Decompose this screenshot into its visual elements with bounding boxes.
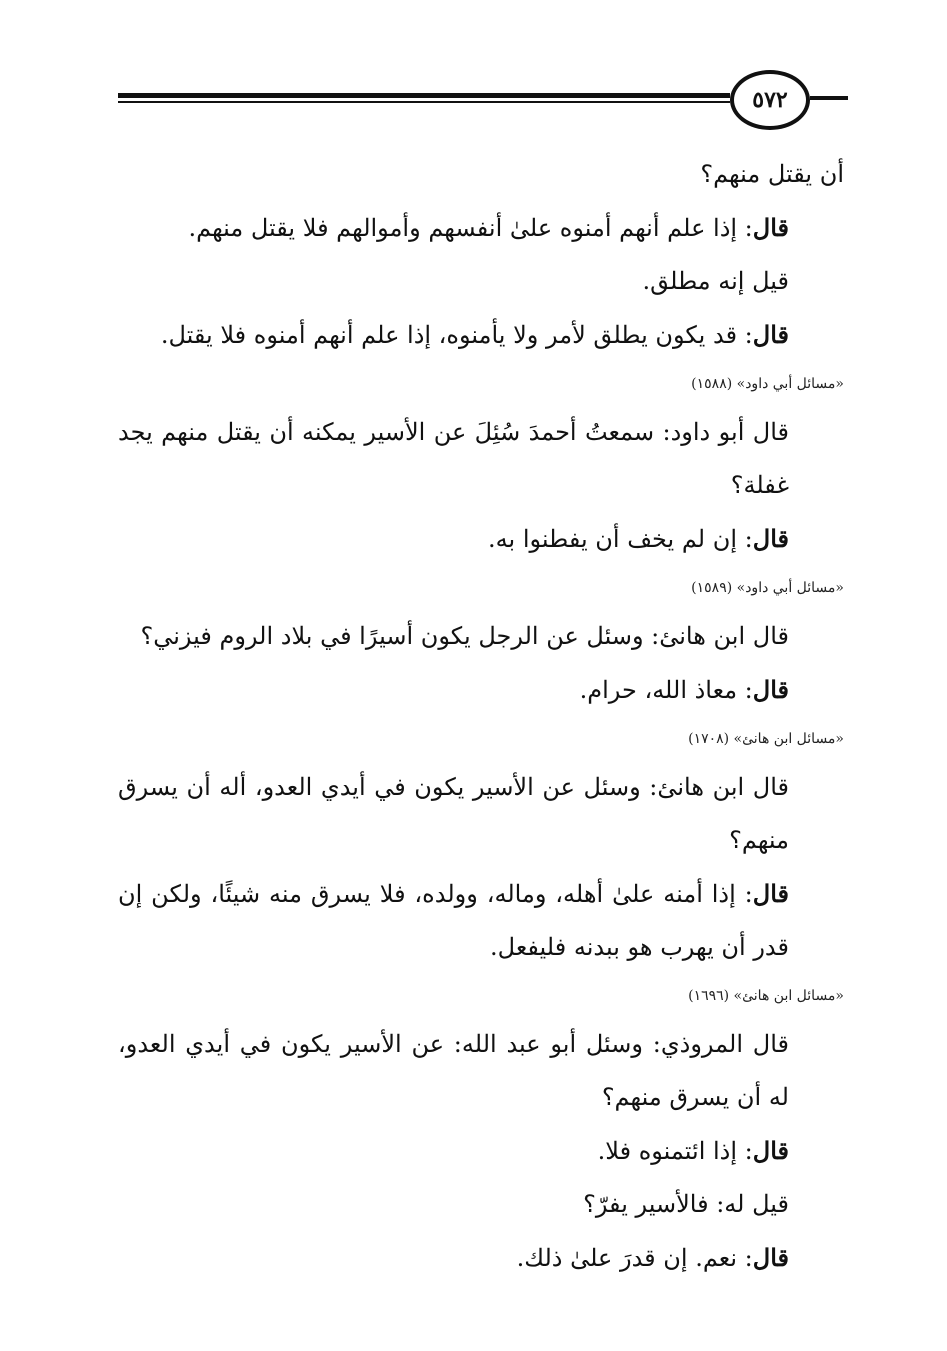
paragraph-text: قال ابن هانئ: وسئل عن الرجل يكون أسيرًا في بلاد الروم فيزني؟ [140, 622, 789, 650]
paragraph [118, 1231, 844, 1285]
page-number: ٥٧٢ [730, 70, 810, 130]
paragraph-text: قال ابن هانئ: وسئل عن الأسير يكون في أيدي العدو، أله أن يسرق منهم؟ [118, 773, 789, 854]
source-citation: «مسائل ابن هانئ» (١٦٩٦) [688, 988, 844, 1004]
paragraph-text: : معاذ الله، حرام. [579, 676, 753, 704]
source-citation: «مسائل ابن هانئ» (١٧٠٨) [688, 731, 844, 747]
header-rule-thin [118, 101, 730, 103]
speaker-label: قال [752, 879, 789, 908]
paragraph [118, 308, 844, 362]
source-citation: «مسائل أبي داود» (١٥٨٨) [691, 376, 844, 392]
speaker-label: قال [752, 524, 789, 553]
paragraph [118, 610, 844, 663]
header-rule [118, 93, 730, 98]
paragraph [118, 406, 844, 512]
paragraph [118, 1018, 844, 1124]
paragraph [118, 1124, 844, 1178]
paragraph-text: : إذا أمنه علىٰ أهله، وماله، وولده، فلا يسرق منه شيئًا، ولكن إن قدر أن يهرب هو ببدنه فليفعل. [118, 880, 789, 961]
source-citation: «مسائل أبي داود» (١٥٨٩) [691, 580, 844, 596]
paragraph [118, 255, 844, 308]
paragraph [118, 512, 844, 566]
paragraph-text: قال أبو داود: سمعتُ أحمدَ سُئِلَ عن الأسير يمكنه أن يقتل منهم يجد غفلة؟ [118, 418, 789, 499]
paragraph-text: قيل إنه مطلق. [642, 267, 789, 295]
paragraph [118, 663, 844, 717]
header-rule-right [810, 96, 848, 100]
speaker-label: قال [752, 1243, 789, 1272]
paragraph-text: : نعم. إن قدرَ علىٰ ذلك. [516, 1244, 753, 1272]
paragraph-text: : قد يكون يطلق لأمر ولا يأمنوه، إذا علم أنهم أمنوه فلا يقتل. [160, 321, 753, 349]
speaker-label: قال [752, 213, 789, 242]
paragraph-text: قال المروذي: وسئل أبو عبد الله: عن الأسير يكون في أيدي العدو، له أن يسرق منهم؟ [118, 1030, 789, 1111]
paragraph [118, 148, 844, 201]
page-header [118, 70, 848, 130]
paragraph-text: : إذا علم أنهم أمنوه علىٰ أنفسهم وأموالهم فلا يقتل منهم. [188, 214, 753, 242]
paragraph-text: أن يقتل منهم؟ [700, 160, 844, 188]
page-body [118, 148, 844, 1285]
speaker-label: قال [752, 675, 789, 704]
speaker-label: قال [752, 1136, 789, 1165]
paragraph-text: : إذا ائتمنوه فلا. [597, 1137, 753, 1165]
paragraph [118, 1178, 844, 1231]
paragraph [118, 761, 844, 867]
paragraph-text: قيل له: فالأسير يفرّ؟ [583, 1190, 789, 1218]
speaker-label: قال [752, 320, 789, 349]
paragraph [118, 201, 844, 255]
paragraph-text: : إن لم يخف أن يفطنوا به. [488, 525, 753, 553]
paragraph [118, 867, 844, 974]
